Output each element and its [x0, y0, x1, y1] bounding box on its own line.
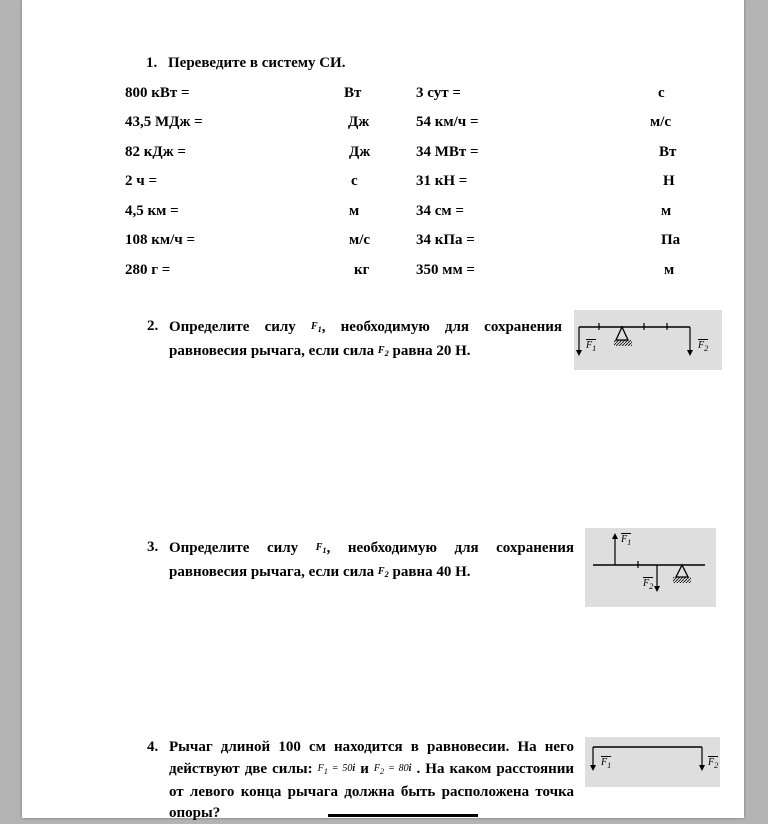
task4-text: 4. Рычаг длиной 100 см находится в равновесии. На него действуют две силы: $F_1 = 50i$ и $F_2 = 80i$ . На каком расстоянии от левого конца рычага должна быть расположена точка опоры?: [147, 739, 574, 821]
row-right-unit: с: [658, 85, 665, 101]
row-right-unit: м: [664, 262, 675, 278]
row-left-expression: 4,5 км =: [125, 203, 179, 219]
task4-lever-diagram: [585, 737, 720, 787]
force-f2-symbol: $F_2$: [377, 345, 389, 358]
force-f1-label: $F_1$: [621, 534, 632, 547]
row-right-expression: 54 км/ч =: [416, 114, 479, 130]
fulcrum-base: [673, 577, 691, 583]
task2-number: 2.: [147, 318, 159, 334]
row-right-expression: 3 сут =: [416, 85, 461, 101]
row-left-unit: с: [351, 173, 358, 189]
force-f2-expression: $F_2 = 80i$: [373, 763, 412, 776]
task4-number: 4.: [147, 739, 159, 755]
row-right-expression: 34 см =: [416, 203, 464, 219]
task2-lever-diagram: [574, 310, 722, 370]
task3-text: 3. Определите силу $F_1$, необходимую для сохранения равновесия рычага, если сила $F_2$ равна 40 Н.: [147, 539, 574, 580]
row-right-unit: Н: [663, 173, 675, 189]
row-right-expression: 31 кН =: [416, 173, 468, 189]
row-right-expression: 34 кПа =: [416, 232, 475, 248]
row-right-expression: 350 мм =: [416, 262, 475, 278]
fulcrum-support: [676, 565, 688, 577]
force-f2-label: $F_2$: [708, 757, 719, 770]
row-left-expression: 43,5 МДж =: [125, 114, 203, 130]
task3-lever-diagram: [585, 528, 716, 607]
row-left-unit: м/с: [349, 232, 371, 248]
row-left-unit: Дж: [348, 114, 370, 130]
force-f1-symbol: $F_1$: [315, 542, 327, 555]
fulcrum-base: [614, 340, 632, 346]
row-right-unit: Па: [661, 232, 681, 248]
force-f2-symbol: $F_2$: [377, 566, 389, 579]
row-left-unit: кг: [354, 262, 370, 278]
fulcrum-support: [616, 327, 628, 340]
row-left-unit: Вт: [344, 85, 362, 101]
row-left-unit: Дж: [349, 144, 371, 160]
row-right-unit: м: [661, 203, 672, 219]
task2-text: 2. Определите силу $F_1$, необходимую для сохранения равновесия рычага, если сила $F_2$ равна 20 Н.: [147, 318, 562, 359]
row-left-unit: м: [349, 203, 360, 219]
row-right-unit: м/с: [650, 114, 672, 130]
row-right-expression: 34 МВт =: [416, 144, 479, 160]
force-f2-label: $F_2$: [643, 578, 654, 591]
force-f2-label: $F_2$: [698, 340, 709, 353]
row-right-unit: Вт: [659, 144, 677, 160]
row-left-expression: 82 кДж =: [125, 144, 186, 160]
task1-title: Переведите в систему СИ.: [168, 55, 346, 71]
force-f1-expression: $F_1 = 50i$: [317, 763, 356, 776]
row-left-expression: 2 ч =: [125, 173, 158, 189]
force-f1-symbol: $F_1$: [310, 321, 322, 334]
force-f1-label: $F_1$: [586, 340, 597, 353]
row-left-expression: 108 км/ч =: [125, 232, 196, 248]
force-f1-label: $F_1$: [601, 757, 612, 770]
task3-number: 3.: [147, 539, 159, 555]
row-left-expression: 800 кВт =: [125, 85, 190, 101]
text-cursor-underline: [328, 814, 478, 817]
task1-number: 1.: [146, 55, 158, 71]
document-page: [22, 0, 744, 821]
row-left-expression: 280 г =: [125, 262, 171, 278]
